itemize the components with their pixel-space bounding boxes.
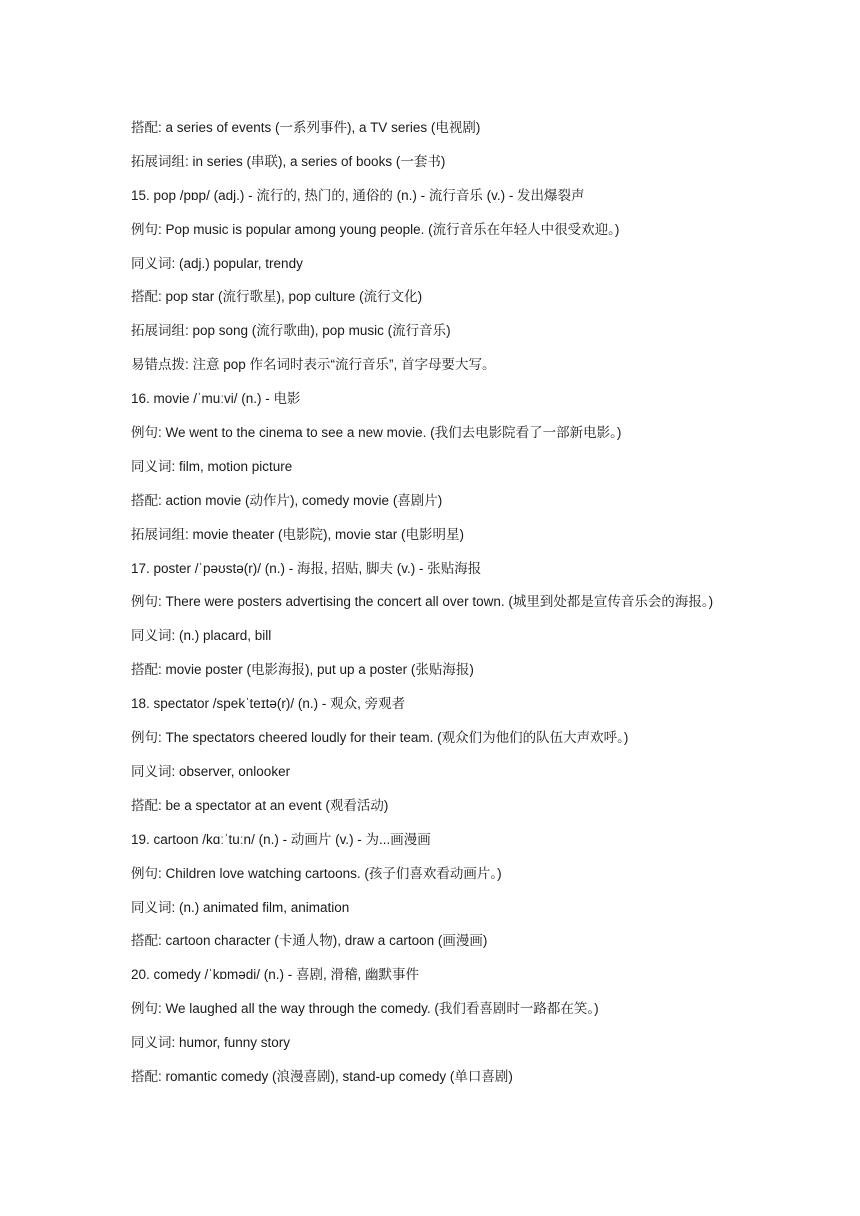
example-line: 例句: We laughed all the way through the comedy. (我们看喜剧时一路都在笑。) [131, 1001, 599, 1017]
collocation-line: 搭配: action movie (动作片), comedy movie (喜剧片) [131, 492, 443, 508]
synonym-line: 同义词: (n.) placard, bill [131, 628, 272, 644]
entry-heading-comedy: 20. comedy /ˈkɒmədi/ (n.) - 喜剧, 滑稽, 幽默事件 [131, 967, 420, 983]
collocation-line: 搭配: movie poster (电影海报), put up a poster (张贴海报) [131, 662, 474, 678]
entry-heading-movie: 16. movie /ˈmuːvi/ (n.) - 电影 [131, 391, 301, 407]
example-line: 例句: There were posters advertising the concert all over town. (城里到处都是宣传音乐会的海报。) [131, 594, 714, 610]
synonym-line: 同义词: (n.) animated film, animation [131, 899, 350, 915]
example-line: 例句: We went to the cinema to see a new movie. (我们去电影院看了一部新电影。) [131, 425, 622, 441]
collocation-line: 搭配: cartoon character (卡通人物), draw a cartoon (画漫画) [131, 933, 488, 949]
example-line: 例句: Pop music is popular among young people. (流行音乐在年轻人中很受欢迎。) [131, 221, 620, 237]
entry-heading-cartoon: 19. cartoon /kɑːˈtuːn/ (n.) - 动画片 (v.) - 为...画漫画 [131, 831, 431, 847]
entry-heading-pop: 15. pop /pɒp/ (adj.) - 流行的, 热门的, 通俗的 (n.) - 流行音乐 (v.) - 发出爆裂声 [131, 187, 585, 203]
example-line: 例句: The spectators cheered loudly for their team. (观众们为他们的队伍大声欢呼。) [131, 730, 629, 746]
collocation-line: 搭配: romantic comedy (浪漫喜剧), stand-up comedy (单口喜剧) [131, 1068, 513, 1084]
synonym-line: 同义词: (adj.) popular, trendy [131, 255, 303, 271]
synonym-line: 同义词: film, motion picture [131, 458, 293, 474]
collocation-line: 搭配: be a spectator at an event (观看活动) [131, 797, 389, 813]
synonym-line: 同义词: observer, onlooker [131, 763, 291, 779]
collocation-line: 搭配: pop star (流行歌星), pop culture (流行文化) [131, 289, 423, 305]
collocation-line: 搭配: a series of events (一系列事件), a TV series (电视剧) [131, 120, 481, 135]
vocabulary-content [131, 111, 751, 1094]
phrase-line: 拓展词组: movie theater (电影院), movie star (电影明星) [131, 526, 465, 542]
phrase-line: 拓展词组: in series (串联), a series of books (一套书) [131, 153, 446, 169]
example-line: 例句: Children love watching cartoons. (孩子们喜欢看动画片。) [131, 865, 502, 881]
entry-heading-poster: 17. poster /ˈpəʊstə(r)/ (n.) - 海报, 招贴, 脚夫 (v.) - 张贴海报 [131, 560, 482, 576]
tip-line: 易错点拨: 注意 pop 作名词时表示“流行音乐”, 首字母要大写。 [131, 357, 496, 373]
synonym-line: 同义词: humor, funny story [131, 1035, 291, 1051]
entry-heading-spectator: 18. spectator /spekˈteɪtə(r)/ (n.) - 观众, 旁观者 [131, 696, 406, 712]
phrase-line: 拓展词组: pop song (流行歌曲), pop music (流行音乐) [131, 323, 451, 339]
